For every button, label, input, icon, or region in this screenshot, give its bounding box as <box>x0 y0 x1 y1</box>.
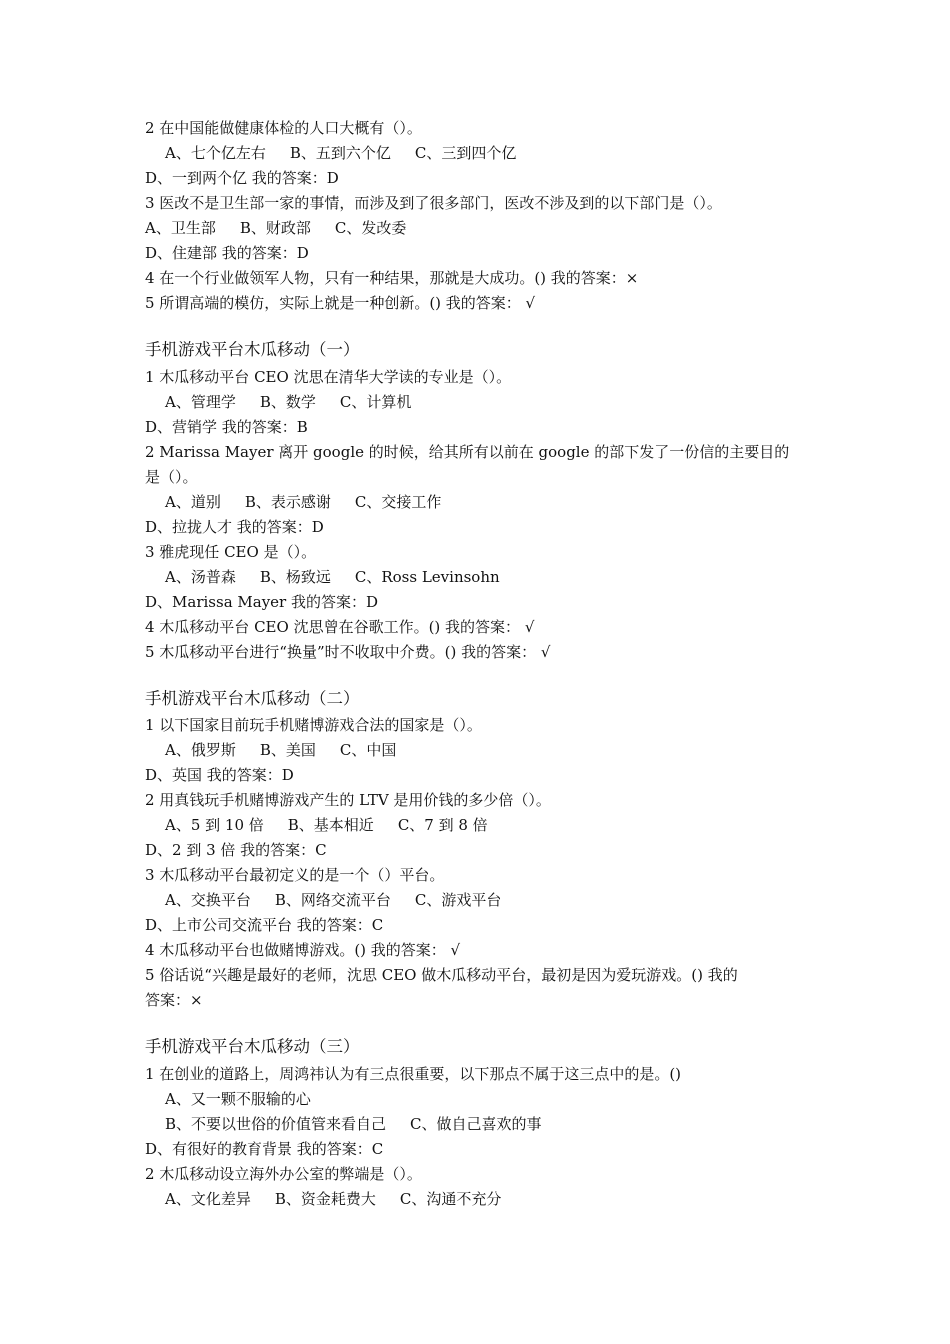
option-b: B、表示感谢 <box>244 493 331 511</box>
option-d-answer: D、一到两个亿 我的答案：D <box>145 169 339 187</box>
option-d-answer: D、Marissa Mayer 我的答案：D <box>145 593 379 611</box>
section-title: 手机游戏平台木瓜移动（二） <box>145 689 360 708</box>
question-text: 3 雅虎现任 CEO 是（）。 <box>145 543 317 561</box>
true-false-question: 5 木瓜移动平台进行“换量”时不收取中介费。() 我的答案： √ <box>145 643 551 661</box>
question-text: 2 Marissa Mayer 离开 google 的时候，给其所有以前在 google 的部下发了一份信的主要目的 <box>145 443 790 461</box>
option-b: B、财政部 <box>239 219 311 237</box>
question-text: 1 以下国家目前玩手机赌博游戏合法的国家是（）。 <box>145 716 482 734</box>
option-b: B、数学 <box>259 393 316 411</box>
option-a: A、卫生部 <box>145 219 216 237</box>
option-a: A、又一颗不服输的心 <box>165 1090 311 1108</box>
question-text: 3 医改不是卫生部一家的事情，而涉及到了很多部门，医改不涉及到的以下部门是（）。 <box>145 194 722 212</box>
option-b: B、杨致远 <box>259 568 331 586</box>
true-false-question-cont: 答案：× <box>145 991 203 1009</box>
option-d-answer: D、上市公司交流平台 我的答案：C <box>145 916 384 934</box>
option-b: B、五到六个亿 <box>289 144 391 162</box>
option-c: C、交接工作 <box>354 493 442 511</box>
options-row <box>165 740 396 760</box>
option-a: A、管理学 <box>165 393 236 411</box>
question-text: 1 木瓜移动平台 CEO 沈思在清华大学读的专业是（）。 <box>145 368 512 386</box>
option-c: C、Ross Levinsohn <box>354 568 500 586</box>
question-text: 2 用真钱玩手机赌博游戏产生的 LTV 是用价钱的多少倍（）。 <box>145 791 551 809</box>
option-b: B、资金耗费大 <box>274 1190 376 1208</box>
option-c: C、发改委 <box>334 219 407 237</box>
options-row <box>165 890 501 910</box>
options-row <box>165 567 500 587</box>
option-d-answer: D、英国 我的答案：D <box>145 766 294 784</box>
question-text: 3 木瓜移动平台最初定义的是一个（）平台。 <box>145 866 445 884</box>
option-c: C、游戏平台 <box>414 891 502 909</box>
true-false-question: 4 木瓜移动平台也做赌博游戏。() 我的答案： √ <box>145 941 461 959</box>
options-row <box>165 815 488 835</box>
question-text: 1 在创业的道路上，周鸿祎认为有三点很重要，以下那点不属于这三点中的是。() <box>145 1065 682 1083</box>
options-row <box>165 1114 542 1134</box>
option-c: C、计算机 <box>339 393 412 411</box>
option-a: A、汤普森 <box>165 568 236 586</box>
true-false-question: 5 俗话说“兴趣是最好的老师，沈思 CEO 做木瓜移动平台，最初是因为爱玩游戏。() 我的 <box>145 966 738 984</box>
option-a: A、道别 <box>165 493 221 511</box>
question-text-cont: 是（）。 <box>145 468 198 486</box>
true-false-question: 4 木瓜移动平台 CEO 沈思曾在谷歌工作。() 我的答案： √ <box>145 618 535 636</box>
options-row <box>145 218 406 238</box>
option-c: C、三到四个亿 <box>414 144 517 162</box>
option-a: A、交换平台 <box>165 891 251 909</box>
option-c: C、做自己喜欢的事 <box>410 1115 542 1133</box>
true-false-question: 4 在一个行业做领军人物，只有一种结果，那就是大成功。() 我的答案：× <box>145 269 639 287</box>
section-title: 手机游戏平台木瓜移动（一） <box>145 340 360 359</box>
option-d-answer: D、拉拢人才 我的答案：D <box>145 518 324 536</box>
option-a: A、七个亿左右 <box>165 144 266 162</box>
true-false-question: 5 所谓高端的模仿，实际上就是一种创新。() 我的答案： √ <box>145 294 536 312</box>
option-b: B、不要以世俗的价值管来看自己 <box>165 1115 387 1133</box>
question-text: 2 在中国能做健康体检的人口大概有（）。 <box>145 119 422 137</box>
question-text: 2 木瓜移动设立海外办公室的弊端是（）。 <box>145 1165 422 1183</box>
option-c: C、中国 <box>339 741 397 759</box>
options-row <box>165 143 516 163</box>
option-d-answer: D、2 到 3 倍 我的答案：C <box>145 841 327 859</box>
option-b: B、基本相近 <box>287 816 374 834</box>
options-row <box>165 392 411 412</box>
option-b: B、网络交流平台 <box>274 891 391 909</box>
option-c: C、7 到 8 倍 <box>397 816 488 834</box>
option-a: A、文化差异 <box>165 1190 251 1208</box>
option-c: C、沟通不充分 <box>399 1190 502 1208</box>
option-a: A、5 到 10 倍 <box>165 816 264 834</box>
option-d-answer: D、有很好的教育背景 我的答案：C <box>145 1140 384 1158</box>
option-b: B、美国 <box>259 741 316 759</box>
options-row <box>165 1189 501 1209</box>
option-a: A、俄罗斯 <box>165 741 236 759</box>
options-row <box>165 492 441 512</box>
option-d-answer: D、营销学 我的答案：B <box>145 418 308 436</box>
section-title: 手机游戏平台木瓜移动（三） <box>145 1037 360 1056</box>
option-d-answer: D、住建部 我的答案：D <box>145 244 309 262</box>
